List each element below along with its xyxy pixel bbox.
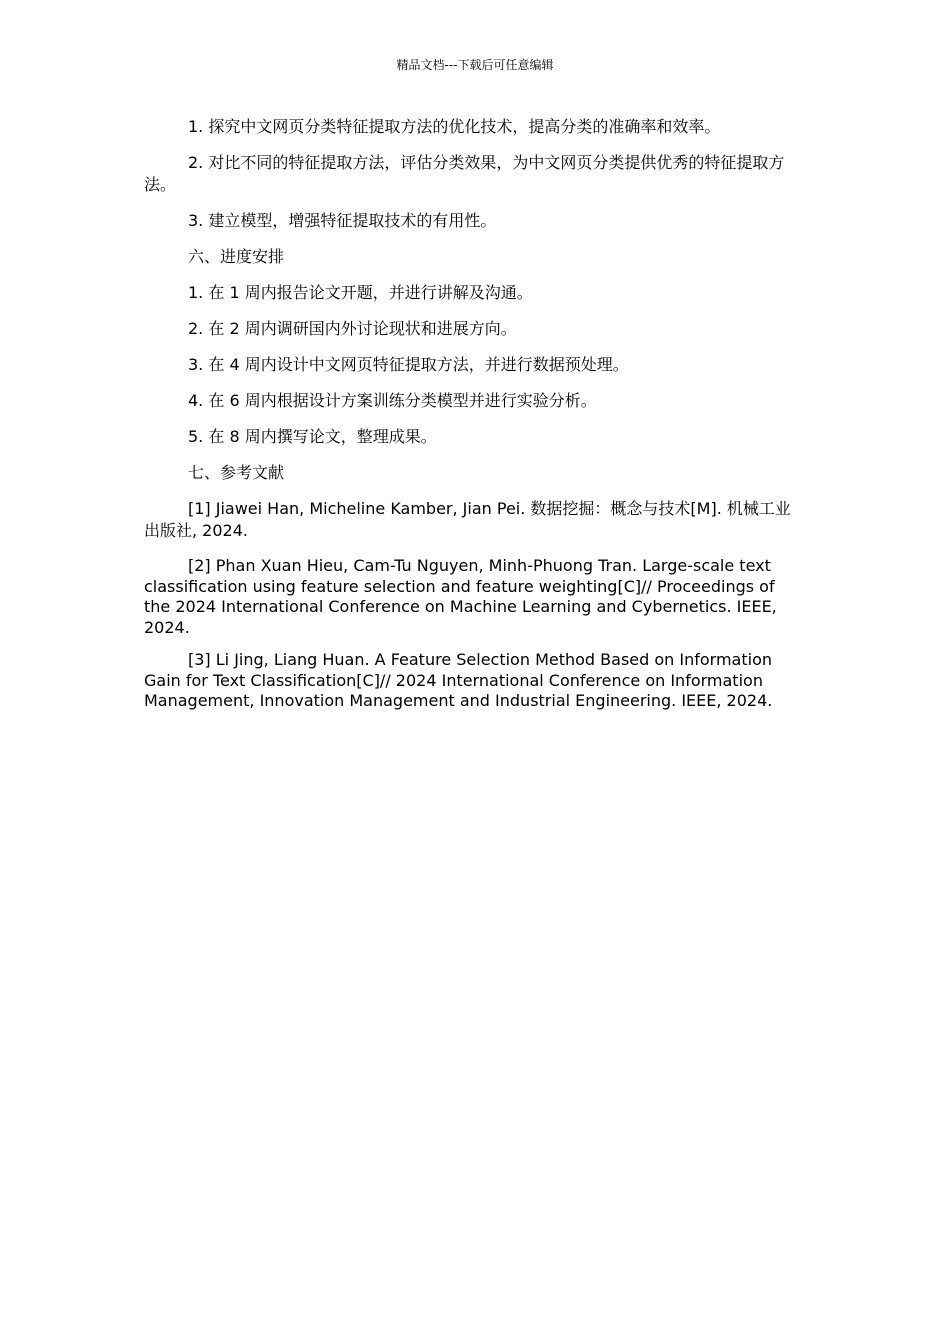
section-heading-schedule: 六、进度安排 (188, 247, 285, 266)
objective-item-1: 1. 探究中文网页分类特征提取方法的优化技术，提高分类的准确率和效率。 (188, 117, 721, 136)
schedule-item-4: 4. 在 6 周内根据设计方案训练分类模型并进行实验分析。 (188, 391, 597, 410)
reference-item-1: [1] Jiawei Han, Micheline Kamber, Jian Pei. 数据挖掘：概念与技术[M]. 机械工业出版社, 2024. (144, 499, 791, 540)
schedule-item-5: 5. 在 8 周内撰写论文，整理成果。 (188, 427, 437, 446)
reference-item-2: [2] Phan Xuan Hieu, Cam-Tu Nguyen, Minh-Phuong Tran. Large-scale text classification using feature selection and feature weighting[C]// Proceedings of the 2024 International Conference on Machine Learning and Cybernetics. IEEE, 2024. (144, 556, 777, 637)
objective-item-3: 3. 建立模型，增强特征提取技术的有用性。 (188, 211, 497, 230)
schedule-item-3: 3. 在 4 周内设计中文网页特征提取方法，并进行数据预处理。 (188, 355, 629, 374)
objective-item-2: 2. 对比不同的特征提取方法，评估分类效果，为中文网页分类提供优秀的特征提取方法。 (144, 153, 785, 194)
section-heading-references: 七、参考文献 (188, 463, 285, 482)
reference-item-3: [3] Li Jing, Liang Huan. A Feature Selection Method Based on Information Gain for Text Classification[C]// 2024 International Conference on Information Management, Innovation Management and Industrial Engineering. IEEE, 2024. (144, 650, 773, 710)
schedule-item-1: 1. 在 1 周内报告论文开题，并进行讲解及沟通。 (188, 283, 533, 302)
document-body (144, 116, 804, 724)
page-header: 精品文档---下载后可任意编辑 (396, 58, 554, 72)
schedule-item-2: 2. 在 2 周内调研国内外讨论现状和进展方向。 (188, 319, 517, 338)
